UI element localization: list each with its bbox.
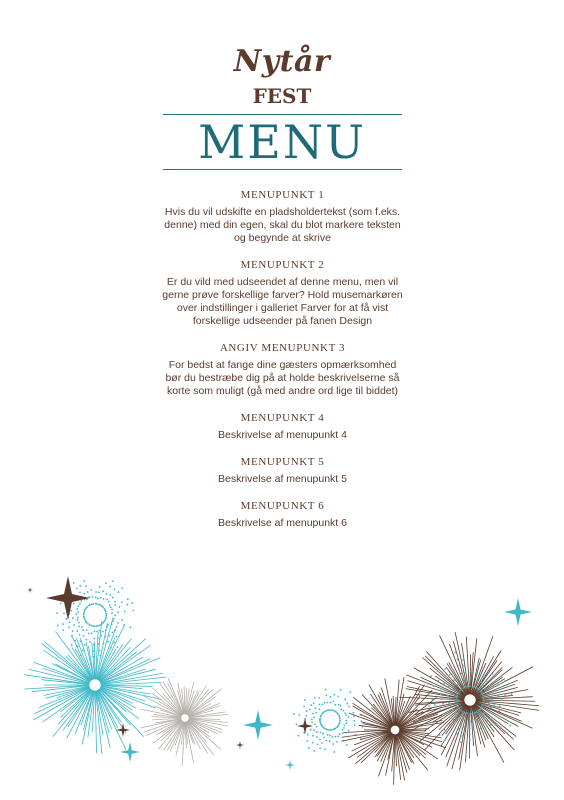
- sparkle-star-brown-far: [27, 587, 33, 593]
- sparkle-star-cyan-right: [504, 598, 532, 626]
- menu-item-description: Beskrivelse af menupunkt 6: [218, 517, 347, 529]
- menu-items: [160, 189, 405, 544]
- sparkle-star-brown-small: [297, 718, 313, 734]
- menu-item-title: ANGIV MENUPUNKT 3: [219, 342, 346, 354]
- menu-item-2: [160, 259, 405, 328]
- menu-item-title: MENUPUNKT 6: [240, 500, 325, 512]
- menu-item-title: MENUPUNKT 1: [240, 189, 325, 201]
- menu-item-description: Beskrivelse af menupunkt 4: [218, 429, 347, 441]
- firework-burst-cyan-small: [293, 689, 363, 753]
- firework-burst-cyan-left: [24, 618, 166, 755]
- fireworks-illustration: [0, 560, 564, 800]
- menu-item-5: [160, 456, 405, 486]
- sparkle-star-brown-tiny: [116, 723, 130, 737]
- menu-item-description: Hvis du vil udskifte en pladsholdertekst (som f.eks. denne) med din egen, skal du blot markere teksten og begynde at skrive: [164, 206, 401, 244]
- menu-item-description: Beskrivelse af menupunkt 5: [218, 473, 347, 485]
- menu-item-1: [160, 189, 405, 245]
- sparkle-star-cyan-small: [120, 742, 140, 762]
- divider-bottom: [163, 169, 402, 170]
- sparkle-star-brown-micro: [236, 741, 244, 749]
- menu-item-title: MENUPUNKT 2: [240, 259, 325, 271]
- menu-item-4: [160, 412, 405, 442]
- sparkle-star-cyan-tiny: [285, 760, 295, 770]
- title-menu: MENU: [198, 115, 366, 169]
- firework-burst-gray: [140, 678, 229, 766]
- firework-burst-brown: [341, 677, 445, 784]
- menu-item-description: For bedst at fange dine gæsters opmærksomhed bør du bestræbe dig på at holde beskrivelserne så korte som muligt (gå med andre ord lige til biddet): [165, 359, 400, 397]
- title-fest: FEST: [252, 84, 312, 108]
- menu-item-description: Er du vild med udseendet af denne menu, men vil gerne prøve forskellige farver? Hold musemarkøren over indstillinger i galleriet Farver for at få vist forskellige udseender på fanen Design: [162, 276, 403, 327]
- title-nytaar: Nytår: [233, 44, 331, 79]
- menu-item-6: [160, 500, 405, 530]
- menu-item-3: [160, 342, 405, 398]
- sparkle-star-cyan-center: [243, 710, 273, 740]
- menu-item-title: MENUPUNKT 4: [240, 412, 325, 424]
- menu-item-title: MENUPUNKT 5: [240, 456, 325, 468]
